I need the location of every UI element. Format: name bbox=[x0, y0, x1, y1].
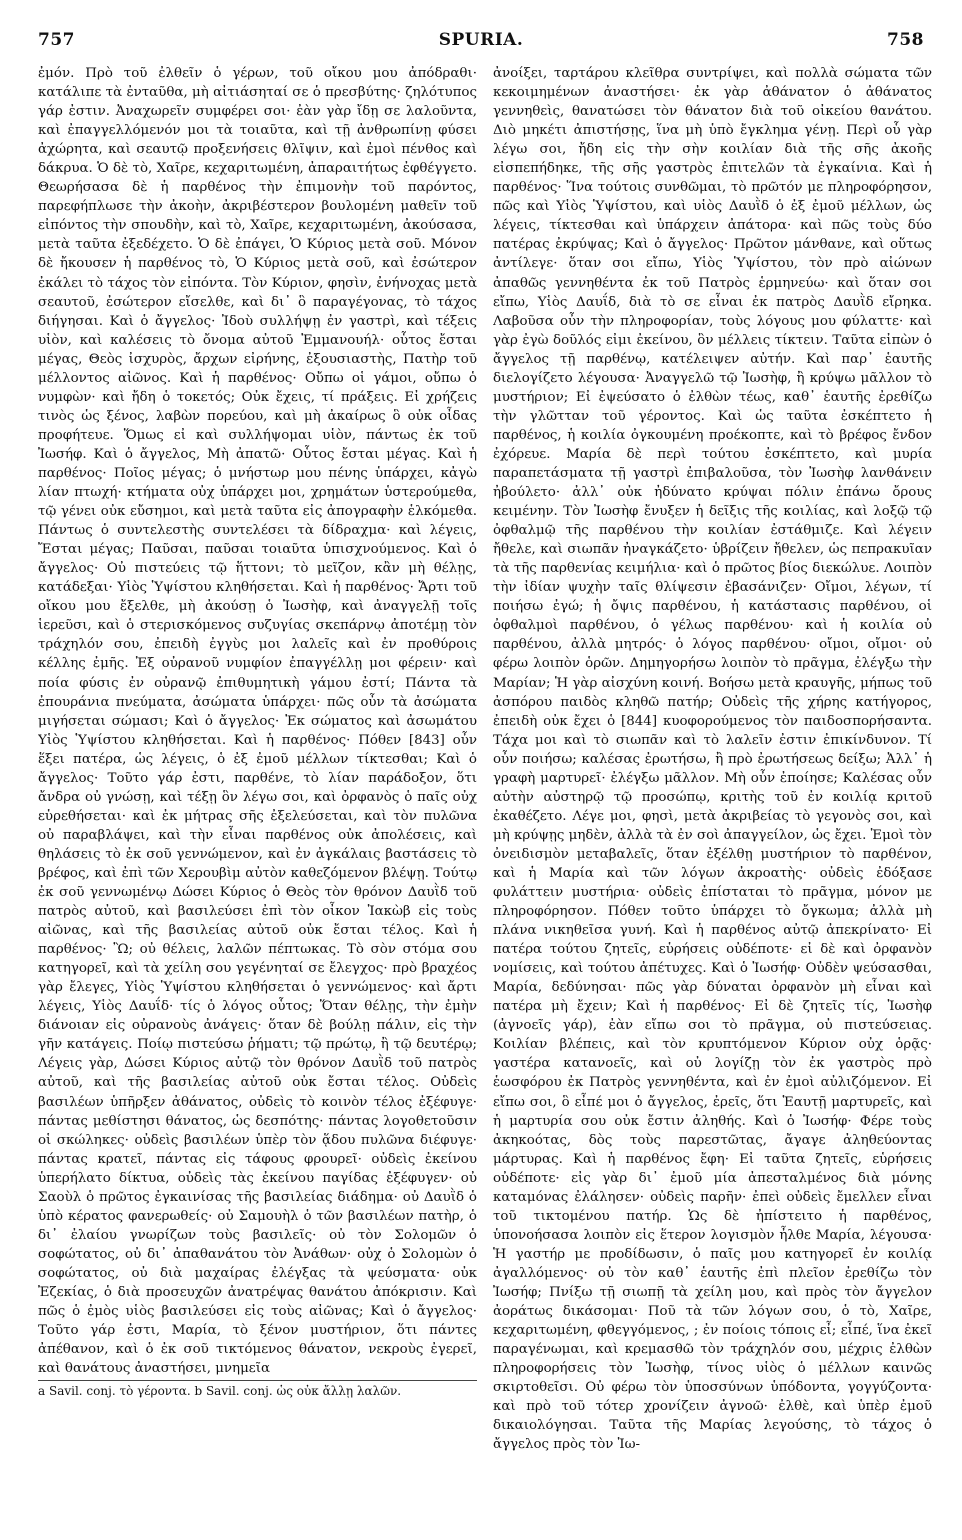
left-column bbox=[38, 64, 477, 1520]
left-column-text: ἐμόν. Πρὸ τοῦ ἐλθεῖν ὁ γέρων, τοῦ οἴκου μου ἀπόδραθι· κατάλιπε τὰ ἐνταῦθα, μὴ αἰτιάσηταί σε ὁ πρεσβύτης· ζηλότυπος γάρ ἐστιν. Ἀναχωρεῖν συμφέρει σοι· ἐὰν γὰρ ἴδῃ σε λαλοῦντα, καὶ ἐπαγγελλόμενόν μοι τὰ τοιαῦτα, καὶ τῇ ἀνθρωπίνῃ φύσει ἀχώρητα, καὶ σεαυτῷ προξενήσεις θλῖψιν, καὶ ἐμοὶ πένθος καὶ δάκρυα. Ὁ δὲ τὸ, Χαῖρε, κεχαριτωμένη, ἀπαραιτήτως ἐφθέγγετο. Θεωρήσασα δὲ ἡ παρθένος τὴν ἐπιμονὴν τοῦ παρόντος, παρεφήπλωσε τὴν ἀκοὴν, ἀκριβέστερον βουλομένη μαθεῖν τοῦ εἰπόντος τὴν σπουδὴν, καὶ τὸ, Χαῖρε, κεχαριτωμένη, ἀκούσασα, μετὰ ταῦτα ἐξεδέχετο. Ὁ δὲ ἐπάγει, Ὁ Κύριος μετὰ σοῦ. Μόνον δὲ ἤκουσεν ἡ παρθένος τὸ, Ὁ Κύριος μετὰ σοῦ, καὶ ἐσώτερον ἐκάλει τὸ τάχος τὸν εἰπόντα. Τὸν Κύριον, φησὶν, ἐνήνοχας μετὰ σεαυτοῦ, ἐσώτερον εἴσελθε, καὶ δι᾽ ὃ παραγέγονας, τὸ τάχος διήγησαι. Καὶ ὁ ἄγγελος· Ἰδοὺ συλλήψῃ ἐν γαστρὶ, καὶ τέξεις υἱὸν, καὶ καλέσεις τὸ ὄνομα αὐτοῦ Ἐμμανουήλ· οὗτος ἔσται μέγας, Θεὸς ἰσχυρὸς, ἄρχων εἰρήνης, ἐξουσιαστὴς, Πατὴρ τοῦ μέλλοντος αἰῶνος. Καὶ ἡ παρθένος· Οὔπω οἱ γάμοι, οὔπω ὁ νυμφὼν· καὶ ἤδη ὁ τοκετός; Οὐκ ἔχεις, τί πράξεις. Εἰ χρήζεις τινὸς ὡς ξένος, λαβὼν πορεύου, καὶ μὴ ἀκαίρως ὃ οὐκ οἶδας προφήτευε. Ὅμως εἰ καὶ συλλήψομαι υἱὸν, πάντως ἐκ τοῦ Ἰωσήφ. Καὶ ὁ ἄγγελος, Μὴ ἀπατῶ· Οὗτος ἔσται μέγας. Καὶ ἡ παρθένος· Ποῖος μέγας; ὁ μνήστωρ μου πένης ὑπάρχει, κἀγὼ λίαν πτωχή· κτήματα οὐχ ὑπάρχει μοι, χρημάτων ὑστερούμεθα, τῷ γένει οὐκ εὔσημοι, καὶ μετὰ ταῦτα εἰς ἀπογραφὴν ἑλκόμεθα. Πάντως ὁ συντελεστὴς συντελέσει τὰ δίδραχμα· καὶ λέγεις, Ἔσται μέγας; Παῦσαι, παῦσαι τοιαῦτα ὑπισχνούμενος. Καὶ ὁ ἄγγελος· Οὐ πιστεύεις τῷ ἥττονι; τὸ μεῖζον, κἂν μὴ θέλῃς, κατάδεξαι· Υἱὸς Ὑψίστου κληθήσεται. Καὶ ἡ παρθένος· Ἄρτι τοῦ οἴκου μου ἔξελθε, μὴ ἀκούσῃ ὁ Ἰωσὴφ, καὶ ἀναγγελῇ τοῖς ἱερεῦσι, καὶ ὁ στερισκόμενος συζυγίας σκεπάρνῳ ἀποτέμῃ τὸν τράχηλόν σου, ἐπειδὴ ἐγγὺς μοι λαλεῖς καὶ ἐν προθύροις κέλλης ἐμῆς. Ἐξ οὐρανοῦ νυμφίον ἐπαγγέλλῃ μοι φέρειν· καὶ ποία φύσις ἐν οὐρανῷ ἐπιθυμητικὴ γάμου ἐστί; Πάντα τὰ ἐπουράνια πνεύματα, ἀσώματα ὑπάρχει· πῶς οὖν τὰ ἀσώματα μιγήσεται σώμασι; Καὶ ὁ ἄγγελος· Ἐκ σώματος καὶ ἀσωμάτου Υἱὸς Ὑψίστου κληθήσεται. Καὶ ἡ παρθένος· Πόθεν [843] οὖν ἕξει πατέρα, ὡς λέγεις, ὁ ἐξ ἐμοῦ μέλλων τίκτεσθαι; Καὶ ὁ ἄγγελος· Τοῦτο γάρ ἐστι, παρθένε, τὸ λίαν παράδοξον, ὅτι ἄνδρα οὐ γνώσῃ, καὶ τέξῃ ὃν λέγω σοι, καὶ ὀρφανὸς ὁ παῖς οὐχ εὑρεθήσεται· καὶ ἐκ μήτρας σῆς ἐξελεύσεται, καὶ τὸν πυλῶνα οὐ παραβλάψει, καὶ τὴν εἶναι παρθένος οὐκ ἀπολέσεις, καὶ θηλάσεις τὸ ἐκ σοῦ γεννώμενον, καὶ ἐν ἀγκάλαις βαστάσεις τὸ βρέφος, καὶ ἐπὶ τῶν Χερουβὶμ αὐτὸν καθεζόμενον βλέψῃ. Τούτῳ ἐκ σοῦ γεννωμένῳ Δώσει Κύριος ὁ Θεὸς τὸν θρόνον Δαυῒδ τοῦ πατρὸς αὐτοῦ, καὶ βασιλεύσει ἐπὶ τὸν οἶκον Ἰακὼβ εἰς τοὺς αἰῶνας, καὶ τῆς βασιλείας αὐτοῦ οὐκ ἔσται τέλος. Καὶ ἡ παρθένος· Ὢ; οὐ θέλεις, λαλῶν πέπτωκας. Τὸ σὸν στόμα σου κατηγορεῖ, καὶ τὰ χείλη σου γεγένηταί σε ἔλεγχος· πρὸ βραχέος γὰρ ἔλεγες, Υἱὸς Ὑψίστου κληθήσεται ὁ γεννώμενος· καὶ ἄρτι λέγεις, Υἱὸς Δαυΐδ· τίς ὁ λόγος οὗτος; Ὅταν θέλῃς, τὴν ἐμὴν διάνοιαν εἰς οὐρανοὺς ἀνάγεις· ὅταν δὲ βούλῃ πάλιν, εἰς τὴν γῆν κατάγεις. Ποίῳ πιστεύσω ῥήματι; τῷ πρώτῳ, ἢ τῷ δευτέρῳ; Λέγεις γὰρ, Δώσει Κύριος αὐτῷ τὸν θρόνον Δαυῒδ τοῦ πατρὸς αὐτοῦ, καὶ τῆς βασιλείας αὐτοῦ οὐκ ἔσται τέλος. Οὐδεὶς βασιλέων ὑπῆρξεν ἀθάνατος, οὐδεὶς τὸ κοινὸν τέλος ἐξέφυγε· πάντας μεθίστησι θάνατος, ὡς δεσπότης· πάντας λογοθετοῦσιν οἱ σκώληκες· οὐδεὶς βασιλέων ὑπὲρ τὸν ᾅδου πυλῶνα διέφυγε· πάντας κρατεῖ, πάντας εἰς τάφους φρουρεῖ· οὐδεὶς ἐκείνου ὑπερήλατο δίκτυα, οὐδεὶς τὰς ἐκείνου παγίδας ἐξέφυγεν· οὐ Σαοὺλ ὁ πρῶτος ἐγκαινίσας τῆς βασιλείας διάδημα· οὐ Δαυῒδ ὁ ὑπὸ κέρατος φανερωθείς· οὐ Σαμουὴλ ὁ τῶν βασιλέων πατὴρ, ὁ δι᾽ ἐλαίου γνωρίζων τοὺς βασιλεῖς· οὐ τὸν Σολομῶν ὁ σοφώτατος, οὐ δι᾽ ἀπαθανάτου τὸν Ἀνάθων· οὐχ ὁ Σολομὼν ὁ σοφώτατος, οὐ διὰ μαχαίρας ἐλέγξας τὰ ψεύσματα· οὐκ Ἐζεκίας, ὁ διὰ προσευχῶν ἀνατρέψας θανάτου ἀπόκρισιν. Καὶ πῶς ὁ ἐμὸς υἱὸς βασιλεύσει εἰς τοὺς αἰῶνας; Καὶ ὁ ἄγγελος· Τοῦτο γάρ ἐστι, Μαρία, τὸ ξένον μυστήριον, ὅτι πάντες ἀπέθανον, καὶ ὁ ἐκ σοῦ τικτόμενος θάνατον, νεκροὺς ἐγερεῖ, καὶ θανάτους ἀναστήσει, μνημεῖα bbox=[38, 66, 477, 1377]
two-column-body bbox=[38, 64, 932, 1520]
right-page-number: 758 bbox=[887, 30, 924, 50]
running-header bbox=[38, 30, 924, 54]
right-column-text: ἀνοίξει, ταρτάρου κλεῖθρα συντρίψει, καὶ πολλὰ σώματα τῶν κεκοιμημένων ἀναστήσει· ἐκ γὰρ ἀθάνατον ὁ ἀθάνατος γεννηθεὶς, θανατώσει τὸν θάνατον διὰ τοῦ οἰκείου θανάτου. Διὸ μηκέτι ἀπιστήσῃς, ἵνα μὴ ὑπὸ ἔγκλημα γένῃ. Περὶ οὗ γὰρ λέγω σοι, ἤδη εἰς τὴν σὴν κοιλίαν διὰ τῆς σῆς ἀκοῆς εἰσπεπήδηκε, τῆς σῆς γαστρὸς ἐπιτελῶν τὰ ἐγκαίνια. Καὶ ἡ παρθένος· Ἵνα τούτοις συνθῶμαι, τὸ πρῶτόν με πληροφόρησον, πῶς καὶ Υἱὸς Ὑψίστου, καὶ υἱὸς Δαυῒδ ὁ ἐξ ἐμοῦ μέλλων, ὡς λέγεις, τίκτεσθαι καὶ ὑπάρχειν ἀπάτορα· καὶ πῶς τοὺς δύο πατέρας ἐκρύψας; Καὶ ὁ ἄγγελος· Πρῶτον μάνθανε, καὶ οὕτως ἀντίλεγε· ὅταν σοι εἴπω, Υἱὸς Ὑψίστου, τὸν πρὸ αἰώνων ἀπαθῶς γεννηθέντα ἐκ τοῦ Πατρὸς ἑρμηνεύω· καὶ ὅταν σοι εἴπω, Υἱὸς Δαυΐδ, διὰ τὸ σε εἶναι ἐκ πατρὸς Δαυῒδ εἴρηκα. Λαβοῦσα οὖν τὴν πληροφορίαν, τοὺς λόγους μου φύλαττε· καὶ γὰρ ἐγὼ δοῦλός εἰμι ἐκείνου, ὃν μέλλεις τίκτειν. Ταῦτα εἰπὼν ὁ ἄγγελος τῇ παρθένῳ, κατέλειψεν αὐτήν. Καὶ παρ᾽ ἑαυτῆς διελογίζετο λέγουσα· Ἀναγγελῶ τῷ Ἰωσὴφ, ἢ κρύψω μᾶλλον τὸ μυστήριον; Εἰ ἐψεύσατο ὁ ἐλθὼν τέως, καθ᾽ ἑαυτῆς ἐρεθίζω τὴν γλῶτταν τοῦ γέροντος. Καὶ ὡς ταῦτα ἐσκέπτετο ἡ παρθένος, ἡ κοιλία ὀγκουμένη προέκοπτε, καὶ τὸ βρέφος ἔνδον ἐχόρευε. Μαρία δὲ περὶ τούτου ἐσκέπτετο, καὶ μυρία παραπετάσματα τῇ γαστρὶ ἐπιβαλοῦσα, τὸν Ἰωσὴφ λανθάνειν ἠβούλετο· ἀλλ᾽ οὐκ ἠδύνατο κρύψαι πόλιν ἐπάνω ὄρους κειμένην. Τὸν Ἰωσὴφ ἔνυξεν ἡ δεῖξις τῆς κοιλίας, καὶ λοξῷ τῷ ὀφθαλμῷ τῆς παρθένου τὴν κοιλίαν ἐστάθμιζε. Καὶ λέγειν ἤθελε, καὶ σιωπᾶν ἠναγκάζετο· ὑβρίζειν ἤθελεν, ὡς πεπρακυῖαν τὰ τῆς παρθενίας κειμήλια· καὶ ὁ πρῶτος βίος διεκώλυε. Λοιπὸν τὴν ἰδίαν ψυχὴν ταῖς θλίψεσιν ἐβασάνιζεν· Οἴμοι, λέγων, τί ποιήσω ἐγώ; ἡ ὄψις παρθένου, ἡ κατάστασις παρθένου, οἱ ὀφθαλμοὶ παρθένου, ὁ γέλως παρθένου· καὶ ἡ κοιλία οὐ παρθένου, ἀλλὰ μητρός· ὁ λόγος παρθένου· οἴμοι, οἴμοι· οὐ φέρω λοιπὸν ὁρῶν. Δημηγορήσω λοιπὸν τὸ πρᾶγμα, ἐλέγξω τὴν Μαρίαν; Ἡ γὰρ αἰσχύνη κοινή. Βοήσω μετὰ κραυγῆς, μήπως τοῦ ἀσπόρου παιδὸς κληθῶ πατήρ; Οὐδεὶς τῆς χήρης κατήγορος, ἐπειδὴ οὐκ ἔχει ὁ [844] κυοφορούμενος τὸν παιδοσπορήσαντα. Τάχα μοι καὶ τὸ σιωπᾶν καὶ τὸ λαλεῖν ἐστιν ἐπικίνδυνον. Τί οὖν ποιήσω; καλέσας ἐρωτήσω, ἢ πρὸ ἐρωτήσεως δείξω; Ἀλλ᾽ ἡ γραφὴ μαρτυρεῖ· ἐλέγξω μᾶλλον. Μὴ οὖν ἐποίησε; Καλέσας οὖν αὐτὴν αὐστηρῷ τῷ προσώπῳ, κριτὴς τοῦ ἐν κοιλίᾳ κριτοῦ ἐκαθέζετο. Λέγε μοι, φησὶ, μετὰ ἀκριβείας τὸ γεγονὸς σοι, καὶ μὴ κρύψῃς μηδὲν, ἀλλὰ τὰ ἐν σοὶ ἀπαγγείλον, ὡς ἔχει. Ἐμοὶ τὸν ὀνειδισμὸν μεταβαλεῖς, ὅταν ἐξέλθῃ μυστήριον τὸ παρθένον, καὶ ἡ Μαρία καὶ τῶν λόγων ἀκροατὴς· οὐδεὶς ἐδόξασε φυλάττειν μυστήρια· οὐδεὶς ἐπίσταται τὸ πρᾶγμα, μόνον με πληροφόρησον. Πόθεν τοῦτο ὑπάρχει τὸ ὄγκωμα; ἀλλὰ μὴ πλάνα νικηθεῖσα γυνή. Καὶ ἡ παρθένος αὐτῷ ἀπεκρίνατο· Εἰ πατέρα τούτου ζητεῖς, εὑρήσεις οὐδέποτε· εἰ δὲ καὶ ὀρφανὸν νομίσεις, καὶ τούτου ἀπέτυχες. Καὶ ὁ Ἰωσήφ· Οὐδὲν ψεύσασθαι, Μαρία, δεδύνησαι· πῶς γὰρ δύναται ὀρφανὸν μὴ εἶναι καὶ πατέρα μὴ ἔχειν; Καὶ ἡ παρθένος· Εἰ δὲ ζητεῖς τίς, Ἰωσὴφ (ἀγνοεῖς γάρ), ἐὰν εἴπω σοι τὸ πρᾶγμα, οὐ πιστεύσειας. Κοιλίαν βλέπεις, καὶ τὸν κρυπτόμενον Κύριον οὐχ ὁρᾷς· γαστέρα κατανοεῖς, καὶ οὐ λογίζῃ τὸν ἐκ γαστρὸς πρὸ ἑωσφόρου ἐκ Πατρὸς γεννηθέντα, καὶ ἐν ἐμοὶ αὐλιζόμενον. Εἰ εἴπω σοι, ὃ εἶπέ μοι ὁ ἄγγελος, ἐρεῖς, ὅτι Ἑαυτῇ μαρτυρεῖς, καὶ ἡ μαρτυρία σου οὐκ ἔστιν ἀληθής. Καὶ ὁ Ἰωσήφ· Φέρε τοὺς ἀκηκοότας, δὸς τοὺς παρεστῶτας, ἄγαγε ἀληθεύοντας μάρτυρας. Καὶ ἡ παρθένος ἔφη· Εἰ ταῦτα ζητεῖς, εὑρήσεις οὐδέποτε· εἰς γὰρ δι᾽ ἐμοῦ μία ἀπεσταλμένος διὰ μόνης καταμόνας ἐλάλησεν· οὐδεὶς παρῆν· ἐπεὶ οὐδεὶς ἔμελλεν εἶναι τοῦ τικτομένου πατήρ. Ὡς δὲ ἠπίστειτο ἡ παρθένος, ὑπονοήσασα λοιπὸν εἰς ἕτερον λογισμὸν ἦλθε Μαρία, λέγουσα· Ἡ γαστήρ με προδίδωσιν, ὁ παῖς μου κατηγορεῖ ἐν κοιλίᾳ ἀγαλλόμενος· οὐ τὸν καθ᾽ ἑαυτῆς ἐπὶ πλεῖον ἐρεθίζω τὸν Ἰωσήφ; Πνίξω τῇ σιωπῇ τὰ χείλη μου, καὶ πρὸς τὸν ἄγγελον ἀοράτως δικάσομαι· Ποῦ τὰ τῶν λόγων σου, ὁ τὸ, Χαῖρε, κεχαριτωμένη, φθεγγόμενος, ; ἐν ποίοις τόποις εἶ; εἶπέ, ἵνα ἐκεῖ παραγένωμαι, καὶ κρεμασθῶ τὸν τράχηλόν σου, μέχρις ἐλθὼν πληροφορήσεις τὸν Ἰωσὴφ, τίνος υἱὸς ὁ μέλλων καινῶς σκιρτοθεῖσι. Οὐ φέρω τὸν ὑποσσύνων ὑπόδοντα, γογγύζοντα· καὶ πρὸ τοῦ τότερ χρονίζειν ἀγνοῶ· ἐλθὲ, καὶ ὑπὲρ ἐμοῦ δικαιολόγησαι. Ταῦτα τῆς Μαρίας λεγούσης, τὸ τάχος ὁ ἄγγελος πρὸς τὸν Ἰω- bbox=[493, 66, 932, 1453]
right-column bbox=[493, 64, 932, 1520]
footnotes: a Savil. conj. τὸ γέροντα. b Savil. conj. ὡς οὐκ ἄλλῃ λαλῶν. bbox=[38, 1380, 477, 1399]
running-title: SPURIA. bbox=[438, 30, 524, 50]
left-page-number: 757 bbox=[38, 30, 75, 50]
